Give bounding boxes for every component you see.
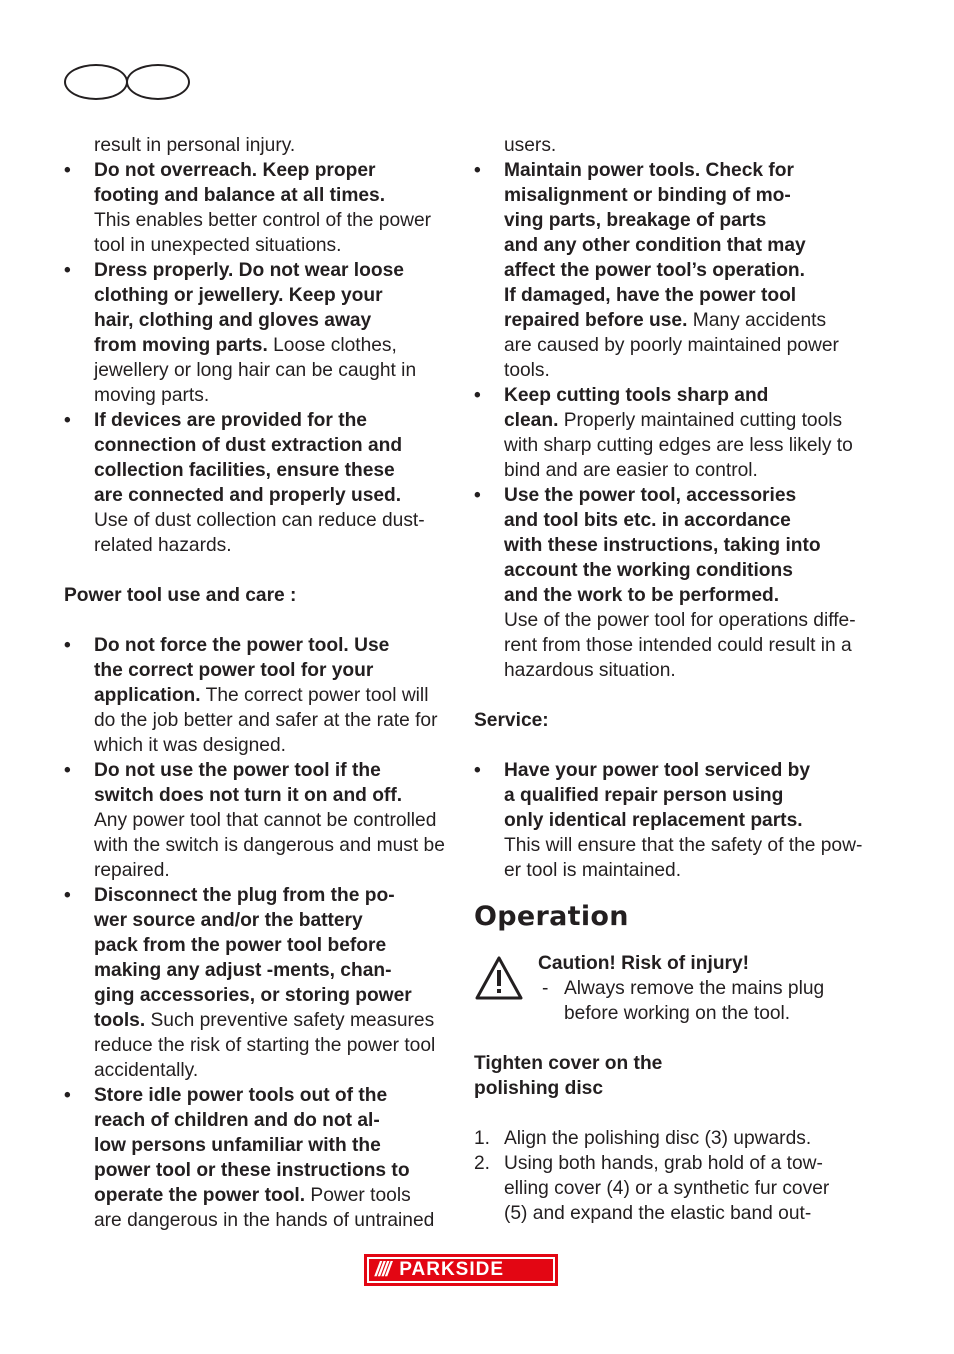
normal-line: jewellery or long hair can be caught in	[94, 360, 417, 381]
normal-line: tool in unexpected situations.	[94, 235, 342, 256]
bold-line: clothing or jewellery. Keep your	[94, 285, 383, 306]
mixed-normal-text: Power tools	[305, 1185, 411, 1206]
mixed-line	[504, 408, 864, 433]
normal-line: with sharp cutting edges are less likely to	[504, 435, 853, 456]
mixed-bold-text: tools.	[94, 1010, 146, 1031]
normal-line: hazardous situation.	[504, 660, 676, 681]
list-item	[64, 883, 452, 1083]
safety-list-power-tool-use	[64, 633, 452, 1233]
bold-line: power tool or these instructions to	[94, 1160, 410, 1181]
caution-item	[538, 976, 864, 1026]
logo-brand-text: PARKSIDE	[399, 1259, 505, 1280]
step-item	[474, 1126, 864, 1151]
bold-line: footing and balance at all times.	[94, 185, 386, 206]
mixed-bold-text: repaired before use.	[504, 310, 688, 331]
normal-line: rent from those intended could result in a	[504, 635, 852, 656]
step-line: Using both hands, grab hold of a tow-	[504, 1153, 823, 1174]
language-oval-left	[64, 64, 128, 100]
bold-line: • Do not overreach. Keep proper	[94, 160, 376, 181]
bold-line: • Dress properly. Do not wear loose	[94, 260, 404, 281]
list-item	[64, 158, 452, 258]
normal-line: related hazards.	[94, 535, 232, 556]
step-number: 2.	[474, 1153, 491, 1174]
bold-line: If damaged, have the power tool	[504, 285, 797, 306]
bold-line: with these instructions, taking into	[504, 535, 821, 556]
mixed-line	[94, 1183, 452, 1208]
step-number: 1.	[474, 1128, 491, 1149]
list-item	[474, 383, 864, 483]
list-item	[474, 158, 864, 383]
subheading-tighten-cover	[474, 1051, 864, 1101]
bold-line: • Do not use the power tool if the	[94, 760, 381, 781]
mixed-normal-text: Many accidents	[687, 310, 827, 331]
logo-slashes-icon: ////	[375, 1258, 390, 1281]
normal-line: This enables better control of the power	[94, 210, 432, 231]
bold-line: • Do not force the power tool. Use	[94, 635, 390, 656]
list-item	[64, 258, 452, 408]
bold-line: • Maintain power tools. Check for	[504, 160, 794, 181]
caution-block	[474, 951, 864, 1026]
mixed-normal-text: Such preventive safety measures	[145, 1010, 435, 1031]
bold-line: pack from the power tool before	[94, 935, 387, 956]
mixed-bold-text: operate the power tool.	[94, 1185, 306, 1206]
bold-line: collection facilities, ensure these	[94, 460, 395, 481]
bold-line: and the work to be performed.	[504, 585, 780, 606]
subheading-service: Service:	[474, 710, 549, 731]
bold-line: account the working conditions	[504, 560, 793, 581]
mixed-bold-text: application.	[94, 685, 201, 706]
warning-triangle-icon	[474, 955, 524, 1001]
bold-line: affect the power tool’s operation.	[504, 260, 805, 281]
list-item	[64, 408, 452, 558]
bold-line: the correct power tool for your	[94, 660, 374, 681]
bold-line: • Store idle power tools out of the	[94, 1085, 388, 1106]
right-column	[474, 133, 864, 1226]
normal-line: Use of the power tool for operations diffe-	[504, 610, 856, 631]
safety-list-service	[474, 758, 864, 883]
caution-title: Caution! Risk of injury!	[538, 953, 750, 974]
bold-line: are connected and properly used.	[94, 485, 402, 506]
normal-line: moving parts.	[94, 385, 210, 406]
bold-line: connection of dust extraction and	[94, 435, 403, 456]
bold-line: • Have your power tool serviced by	[504, 760, 811, 781]
bold-line: switch does not turn it on and off.	[94, 785, 403, 806]
section-title-operation: Operation	[474, 901, 629, 932]
bold-line: • Disconnect the plug from the po-	[94, 885, 395, 906]
safety-list-maintenance	[474, 158, 864, 683]
list-item	[64, 633, 452, 758]
caution-item-line: before working on the tool.	[564, 1003, 791, 1024]
parkside-logo	[364, 1254, 558, 1286]
normal-line: which it was designed.	[94, 735, 286, 756]
steps-list	[474, 1126, 864, 1226]
normal-line: do the job better and safer at the rate for	[94, 710, 438, 731]
normal-line: bind and are easier to control.	[504, 460, 758, 481]
normal-line: Use of dust collection can reduce dust-	[94, 510, 425, 531]
bold-line: hair, clothing and gloves away	[94, 310, 372, 331]
continuation-text: result in personal injury.	[94, 135, 296, 156]
normal-line: repaired.	[94, 860, 170, 881]
bold-line: reach of children and do not al-	[94, 1110, 380, 1131]
normal-line: are caused by poorly maintained power	[504, 335, 839, 356]
bold-line: low persons unfamiliar with the	[94, 1135, 381, 1156]
normal-line: tools.	[504, 360, 550, 381]
language-indicator	[64, 64, 190, 100]
normal-line: reduce the risk of starting the power tool	[94, 1035, 436, 1056]
mixed-bold-text: clean.	[504, 410, 559, 431]
bold-line: and any other condition that may	[504, 235, 806, 256]
bold-line: misalignment or binding of mo-	[504, 185, 791, 206]
subheading-line: Tighten cover on the	[474, 1053, 663, 1074]
mixed-line	[94, 1008, 452, 1033]
normal-line: are dangerous in the hands of untrained	[94, 1210, 435, 1231]
bold-line: • Use the power tool, accessories	[504, 485, 797, 506]
normal-line: This will ensure that the safety of the pow-	[504, 835, 863, 856]
list-item	[474, 483, 864, 683]
safety-list-general	[64, 158, 452, 558]
left-column	[64, 133, 452, 1233]
mixed-normal-text: Properly maintained cutting tools	[558, 410, 843, 431]
mixed-normal-text: Loose clothes,	[267, 335, 397, 356]
list-item	[64, 758, 452, 883]
step-line: (5) and expand the elastic band out-	[504, 1203, 812, 1224]
bold-line: a qualified repair person using	[504, 785, 784, 806]
bold-line: • If devices are provided for the	[94, 410, 367, 431]
bold-line: and tool bits etc. in accordance	[504, 510, 791, 531]
continuation-text: users.	[504, 135, 557, 156]
subheading-line: polishing disc	[474, 1078, 603, 1099]
mixed-line	[504, 308, 864, 333]
step-line: Align the polishing disc (3) upwards.	[504, 1128, 812, 1149]
bold-line: wer source and/or the battery	[94, 910, 363, 931]
normal-line: accidentally.	[94, 1060, 199, 1081]
normal-line: with the switch is dangerous and must be	[94, 835, 445, 856]
list-item	[64, 1083, 452, 1233]
bold-line: • Keep cutting tools sharp and	[504, 385, 769, 406]
language-oval-right	[126, 64, 190, 100]
normal-line: er tool is maintained.	[504, 860, 682, 881]
step-line: elling cover (4) or a synthetic fur cover	[504, 1178, 830, 1199]
bold-line: making any adjust -ments, chan-	[94, 960, 392, 981]
mixed-normal-text: The correct power tool will	[200, 685, 429, 706]
mixed-line	[94, 333, 452, 358]
bold-line: only identical replacement parts.	[504, 810, 803, 831]
bold-line: ging accessories, or storing power	[94, 985, 412, 1006]
caution-item-line: - Always remove the mains plug	[564, 978, 825, 999]
bold-line: ving parts, breakage of parts	[504, 210, 767, 231]
normal-line: Any power tool that cannot be controlled	[94, 810, 437, 831]
subheading-power-tool-use: Power tool use and care :	[64, 585, 297, 606]
mixed-bold-text: from moving parts.	[94, 335, 268, 356]
list-item	[474, 758, 864, 883]
step-item	[474, 1151, 864, 1226]
mixed-line	[94, 683, 452, 708]
